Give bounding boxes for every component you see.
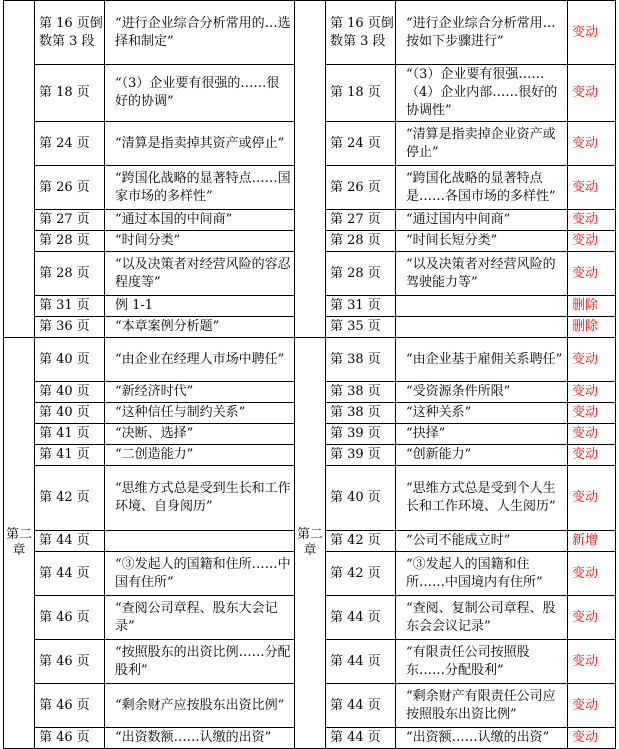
status-cell: 变动 <box>568 231 616 252</box>
old-text-cell: “这种信任与制约关系” <box>105 403 295 424</box>
status-cell: 变动 <box>568 210 616 231</box>
new-text-cell: “剩余财产有限责任公司应按照股东出资比例” <box>396 684 568 728</box>
new-text-cell: “由企业基于雇佣关系聘任” <box>396 338 568 382</box>
status-cell: 变动 <box>568 728 616 749</box>
old-text-cell: “进行企业综合分析常用的…选择和制定” <box>105 1 295 65</box>
old-page-cell: 第 41 页 <box>35 445 105 466</box>
old-page-cell: 第 41 页 <box>35 424 105 445</box>
chapter-cell-old: 第二章 <box>4 338 35 749</box>
status-cell: 变动 <box>568 122 616 166</box>
old-text-cell: “③发起人的国籍和住所……中国有住所” <box>105 552 295 596</box>
old-page-cell: 第 31 页 <box>35 296 105 317</box>
new-page-cell: 第 44 页 <box>326 684 396 728</box>
old-text-cell: “清算是指卖掉其资产或停止” <box>105 122 295 166</box>
new-text-cell: “清算是指卖掉企业资产或停止” <box>396 122 568 166</box>
new-text-cell: “出资额……认缴的出资” <box>396 728 568 749</box>
old-page-cell: 第 40 页 <box>35 382 105 403</box>
old-text-cell: “由企业在经理人市场中聘任” <box>105 338 295 382</box>
new-text-cell: “（3）企业要有很强……（4）企业内部……很好的协调性” <box>396 65 568 122</box>
status-cell: 变动 <box>568 445 616 466</box>
old-page-cell: 第 28 页 <box>35 231 105 252</box>
old-text-cell: “按照股东的出资比例……分配股利” <box>105 640 295 684</box>
new-text-cell: “公司不能成立时” <box>396 531 568 552</box>
new-text-cell: “查阅、复制公司章程、股东会会议记录” <box>396 596 568 640</box>
status-cell: 变动 <box>568 684 616 728</box>
new-page-cell: 第 18 页 <box>326 65 396 122</box>
new-page-cell: 第 39 页 <box>326 424 396 445</box>
old-page-cell: 第 40 页 <box>35 338 105 382</box>
status-cell: 变动 <box>568 65 616 122</box>
new-page-cell: 第 42 页 <box>326 531 396 552</box>
new-page-cell: 第 27 页 <box>326 210 396 231</box>
old-page-cell: 第 24 页 <box>35 122 105 166</box>
new-text-cell: “受资源条件所限” <box>396 382 568 403</box>
old-text-cell: “二创造能力” <box>105 445 295 466</box>
old-page-cell: 第 26 页 <box>35 166 105 210</box>
new-text-cell: “③发起人的国籍和住所……中国境内有住所” <box>396 552 568 596</box>
new-text-cell: “进行企业综合分析常用…按如下步骤进行” <box>396 1 568 65</box>
new-page-cell: 第 28 页 <box>326 252 396 296</box>
new-text-cell: “有限责任公司按照股东……分配股利” <box>396 640 568 684</box>
new-text-cell: “创新能力” <box>396 445 568 466</box>
chapter-cell-old <box>4 1 35 338</box>
new-text-cell: “以及决策者对经营风险的驾驶能力等” <box>396 252 568 296</box>
new-page-cell: 第 38 页 <box>326 403 396 424</box>
old-text-cell: “剩余财产应按股东出资比例” <box>105 684 295 728</box>
new-text-cell: “通过国内中间商” <box>396 210 568 231</box>
old-page-cell: 第 46 页 <box>35 640 105 684</box>
old-text-cell <box>105 531 295 552</box>
old-text-cell: “思维方式总是受到生长和工作环境、自身阅历” <box>105 466 295 531</box>
chapter-cell-new <box>295 1 326 338</box>
old-page-cell: 第 40 页 <box>35 403 105 424</box>
status-cell: 变动 <box>568 640 616 684</box>
new-text-cell: “时间长短分类” <box>396 231 568 252</box>
new-page-cell: 第 24 页 <box>326 122 396 166</box>
old-text-cell: “查阅公司章程、股东大会记录” <box>105 596 295 640</box>
old-page-cell: 第 27 页 <box>35 210 105 231</box>
old-page-cell: 第 46 页 <box>35 684 105 728</box>
status-cell: 变动 <box>568 596 616 640</box>
old-text-cell: “新经济时代” <box>105 382 295 403</box>
new-text-cell: “跨国化战略的显著特点是……各国市场的多样性” <box>396 166 568 210</box>
status-cell: 变动 <box>568 552 616 596</box>
new-page-cell: 第 16 页倒数第 3 段 <box>326 1 396 65</box>
new-text-cell: “这种关系” <box>396 403 568 424</box>
new-page-cell: 第 40 页 <box>326 466 396 531</box>
old-page-cell: 第 18 页 <box>35 65 105 122</box>
status-cell: 变动 <box>568 166 616 210</box>
status-cell: 变动 <box>568 403 616 424</box>
old-page-cell: 第 28 页 <box>35 252 105 296</box>
old-page-cell: 第 46 页 <box>35 596 105 640</box>
new-page-cell: 第 26 页 <box>326 166 396 210</box>
old-text-cell: 例 1-1 <box>105 296 295 317</box>
old-text-cell: “本章案例分析题” <box>105 317 295 338</box>
new-text-cell <box>396 317 568 338</box>
status-cell: 变动 <box>568 424 616 445</box>
old-text-cell: “决断、选择” <box>105 424 295 445</box>
old-page-cell: 第 36 页 <box>35 317 105 338</box>
status-cell: 变动 <box>568 466 616 531</box>
old-page-cell: 第 44 页 <box>35 531 105 552</box>
old-text-cell: “以及决策者对经营风险的容忍程度等” <box>105 252 295 296</box>
status-cell: 变动 <box>568 338 616 382</box>
new-page-cell: 第 38 页 <box>326 338 396 382</box>
new-text-cell: “思维方式总是受到个人生长和工作环境、人生阅历” <box>396 466 568 531</box>
status-cell: 变动 <box>568 1 616 65</box>
old-text-cell: “通过本国的中间商” <box>105 210 295 231</box>
old-text-cell: “（3）企业要有很强的……很好的协调” <box>105 65 295 122</box>
new-page-cell: 第 44 页 <box>326 728 396 749</box>
new-page-cell: 第 38 页 <box>326 382 396 403</box>
chapter-cell-new: 第二章 <box>295 338 326 749</box>
old-page-cell: 第 16 页倒数第 3 段 <box>35 1 105 65</box>
old-page-cell: 第 42 页 <box>35 466 105 531</box>
table-row <box>4 1 616 65</box>
new-page-cell: 第 44 页 <box>326 640 396 684</box>
revision-table <box>3 0 616 749</box>
status-cell: 删除 <box>568 317 616 338</box>
status-cell: 新增 <box>568 531 616 552</box>
status-cell: 变动 <box>568 252 616 296</box>
old-text-cell: “出资数额……认缴的出资” <box>105 728 295 749</box>
status-cell: 删除 <box>568 296 616 317</box>
old-text-cell: “跨国化战略的显著特点……国家市场的多样性” <box>105 166 295 210</box>
new-page-cell: 第 28 页 <box>326 231 396 252</box>
old-page-cell: 第 46 页 <box>35 728 105 749</box>
new-page-cell: 第 44 页 <box>326 596 396 640</box>
new-page-cell: 第 39 页 <box>326 445 396 466</box>
new-page-cell: 第 31 页 <box>326 296 396 317</box>
old-page-cell: 第 44 页 <box>35 552 105 596</box>
new-page-cell: 第 35 页 <box>326 317 396 338</box>
new-page-cell: 第 42 页 <box>326 552 396 596</box>
status-cell: 变动 <box>568 382 616 403</box>
table-row <box>4 338 616 382</box>
old-text-cell: “时间分类” <box>105 231 295 252</box>
new-text-cell <box>396 296 568 317</box>
new-text-cell: “抉择” <box>396 424 568 445</box>
